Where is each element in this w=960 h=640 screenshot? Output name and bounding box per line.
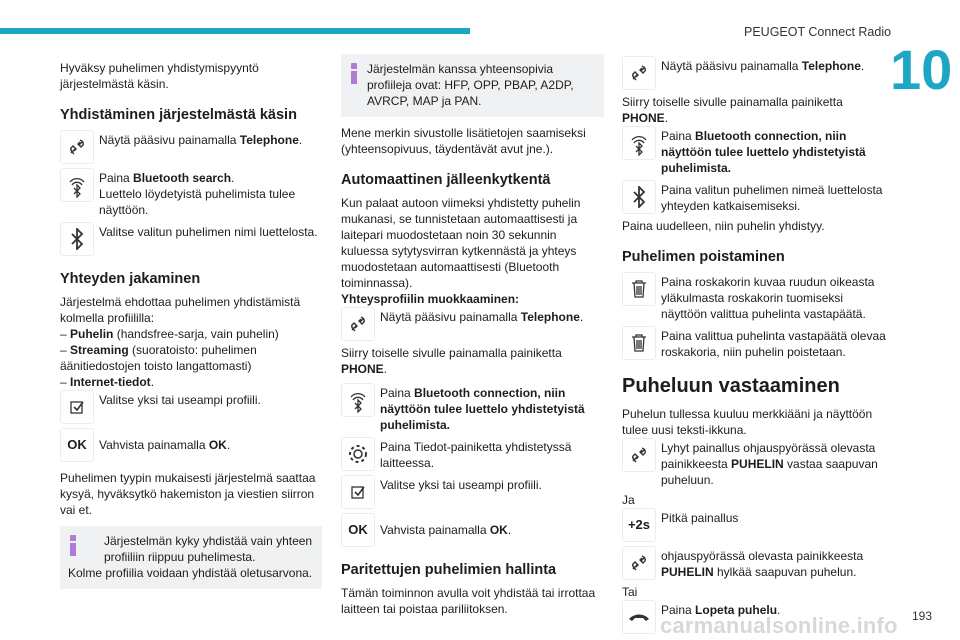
page-number: 193 xyxy=(912,609,933,623)
trash-icon xyxy=(622,326,656,360)
heading-manual-connect: Yhdistäminen järjestelmästä käsin xyxy=(60,107,297,123)
header-title: PEUGEOT Connect Radio xyxy=(744,25,892,39)
step-short-press: Lyhyt painallus ohjauspyörässä olevasta painikkeesta PUHELIN vastaa saapuvan puheluun. xyxy=(622,438,888,488)
checkbox-icon xyxy=(341,475,375,509)
step-select-profile: Valitse yksi tai useampi profiili. xyxy=(60,390,322,424)
step-bluetooth-search: Paina Bluetooth search. Luettelo löydetyistä puhelimista tulee näyttöön. xyxy=(60,168,322,218)
auto-reconnect-text: Kun palaat autoon viimeksi yhdistetty puhelin mukanasi, se tunnistetaan automaattisesti ja laitepari muodostetaan noin 30 sekunnin kuluessa sytytysvirran kytkennästä ja yhteys muodostetaan automaattisesti (Bluetooth toiminnassa). xyxy=(341,196,581,290)
info-icon xyxy=(349,61,359,109)
phone-handset-icon xyxy=(622,56,656,90)
step-confirm-ok: OK Vahvista painamalla OK. xyxy=(341,513,604,547)
end-call-icon xyxy=(622,600,656,634)
info-box-profiles: Järjestelmän kyky yhdistää vain yhteen profiiliin riippuu puhelimesta. Kolme profiilia voidaan yhdistää oletusarvona. xyxy=(60,526,322,589)
trash-icon xyxy=(622,272,656,306)
long-press-icon: +2s xyxy=(622,508,656,542)
heading-answer-call: Puheluun vastaaminen xyxy=(622,375,840,397)
tai-text: Tai xyxy=(622,585,638,599)
step-show-home: Näytä pääsivu painamalla Telephone. xyxy=(341,307,604,341)
phone-handset-icon xyxy=(60,130,94,164)
column-2 xyxy=(341,54,604,623)
step-bluetooth-connection: Paina Bluetooth connection, niin näyttöön tulee luettelo yhdistetyistä puhelimista. xyxy=(622,126,888,176)
step-bluetooth-connection: Paina Bluetooth connection, niin näyttöön tulee luettelo yhdistetyistä puhelimista. xyxy=(341,383,604,433)
manage-text: Tämän toiminnon avulla voit yhdistää tai irrottaa laitteen tai poistaa pariliitoksen. xyxy=(341,586,596,616)
watermark: carmanualsonline.info xyxy=(660,613,898,638)
heading-manage-paired: Paritettujen puhelimien hallinta xyxy=(341,562,557,578)
phone-handset-icon xyxy=(341,307,375,341)
step-show-home: Näytä pääsivu painamalla Telephone. xyxy=(60,130,322,164)
ok-icon: OK xyxy=(341,513,375,547)
intro-text: Hyväksy puhelimen yhdistymispyyntö järjestelmästä käsin. xyxy=(60,61,259,91)
bluetooth-search-icon xyxy=(341,383,375,417)
bluetooth-search-icon xyxy=(60,168,94,202)
step-select-profile: Valitse yksi tai useampi profiili. xyxy=(341,475,604,509)
more-info-text: Mene merkin sivustolle lisätietojen saamiseksi (yhteensopivuus, täydentävät avut jne.). xyxy=(341,126,586,156)
column-1 xyxy=(60,60,322,597)
step-reject: ohjauspyörässä olevasta painikkeesta PUHELIN hylkää saapuvan puhelun. xyxy=(622,546,888,580)
heading-share: Yhteyden jakaminen xyxy=(60,271,201,287)
step-end-call: Paina Lopeta puhelu. xyxy=(622,600,888,634)
step-trash-delete: Paina valittua puhelinta vastapäätä olevaa roskakoria, niin puhelin poistetaan. xyxy=(622,326,888,360)
chapter-number: 10 xyxy=(890,38,953,101)
answer-intro: Puhelun tullessa kuuluu merkkiääni ja näyttöön tulee uusi teksti-ikkuna. xyxy=(622,407,873,437)
bluetooth-search-icon xyxy=(622,126,656,160)
info-box-compatible: Järjestelmän kanssa yhteensopivia profiileja ovat: HFP, OPP, PBAP, A2DP, AVRCP, MAP ja PAN. xyxy=(341,54,604,117)
step-disconnect: Paina valitun puhelimen nimeä luettelosta yhteyden katkaisemiseksi. xyxy=(622,180,888,214)
step-details: Paina Tiedot-painiketta yhdistetyssä laitteessa. xyxy=(341,437,604,471)
profile-item: – Internet-tiedot. xyxy=(60,375,155,389)
phone-type-note: Puhelimen tyypin mukaisesti järjestelmä saattaa kysyä, hyväksytkö hakemiston ja viestien siirron vai et. xyxy=(60,471,316,517)
gear-icon xyxy=(341,437,375,471)
column-3 xyxy=(622,56,888,638)
ja-text: Ja xyxy=(622,493,635,507)
ok-icon: OK xyxy=(60,428,94,462)
step-show-home: Näytä pääsivu painamalla Telephone. xyxy=(622,56,888,90)
profile-edit-label: Yhteysprofiilin muokkaaminen: xyxy=(341,292,520,306)
bluetooth-icon xyxy=(60,222,94,256)
share-intro: Järjestelmä ehdottaa puhelimen yhdistämistä kolmella profiililla: xyxy=(60,295,301,325)
bluetooth-icon xyxy=(622,180,656,214)
phone-handset-icon xyxy=(622,438,656,472)
reconnect-text: Paina uudelleen, niin puhelin yhdistyy. xyxy=(622,219,825,233)
phone-handset-icon xyxy=(622,546,656,580)
step-confirm-ok: OK Vahvista painamalla OK. xyxy=(60,428,322,462)
profile-item: – Puhelin (handsfree-sarja, vain puhelin) xyxy=(60,327,279,341)
profile-item: – Streaming (suoratoisto: puhelimen äänitiedostojen toisto langattomasti) xyxy=(60,343,257,373)
checkbox-icon xyxy=(60,390,94,424)
next-page-text: Siirry toiselle sivulle painamalla painiketta PHONE. xyxy=(341,346,562,376)
heading-delete-phone: Puhelimen poistaminen xyxy=(622,249,785,265)
step-long-press: +2s Pitkä painallus xyxy=(622,508,888,542)
next-page-text: Siirry toiselle sivulle painamalla painiketta PHONE. xyxy=(622,95,843,125)
heading-auto-reconnect: Automaattinen jälleenkytkentä xyxy=(341,172,551,188)
step-trash-show: Paina roskakorin kuvaa ruudun oikeasta yläkulmasta roskakorin tuomiseksi näyttöön valittua puhelinta vastapäätä. xyxy=(622,272,888,322)
step-select-phone: Valitse valitun puhelimen nimi luettelosta. xyxy=(60,222,322,256)
header-accent-bar xyxy=(0,28,470,34)
